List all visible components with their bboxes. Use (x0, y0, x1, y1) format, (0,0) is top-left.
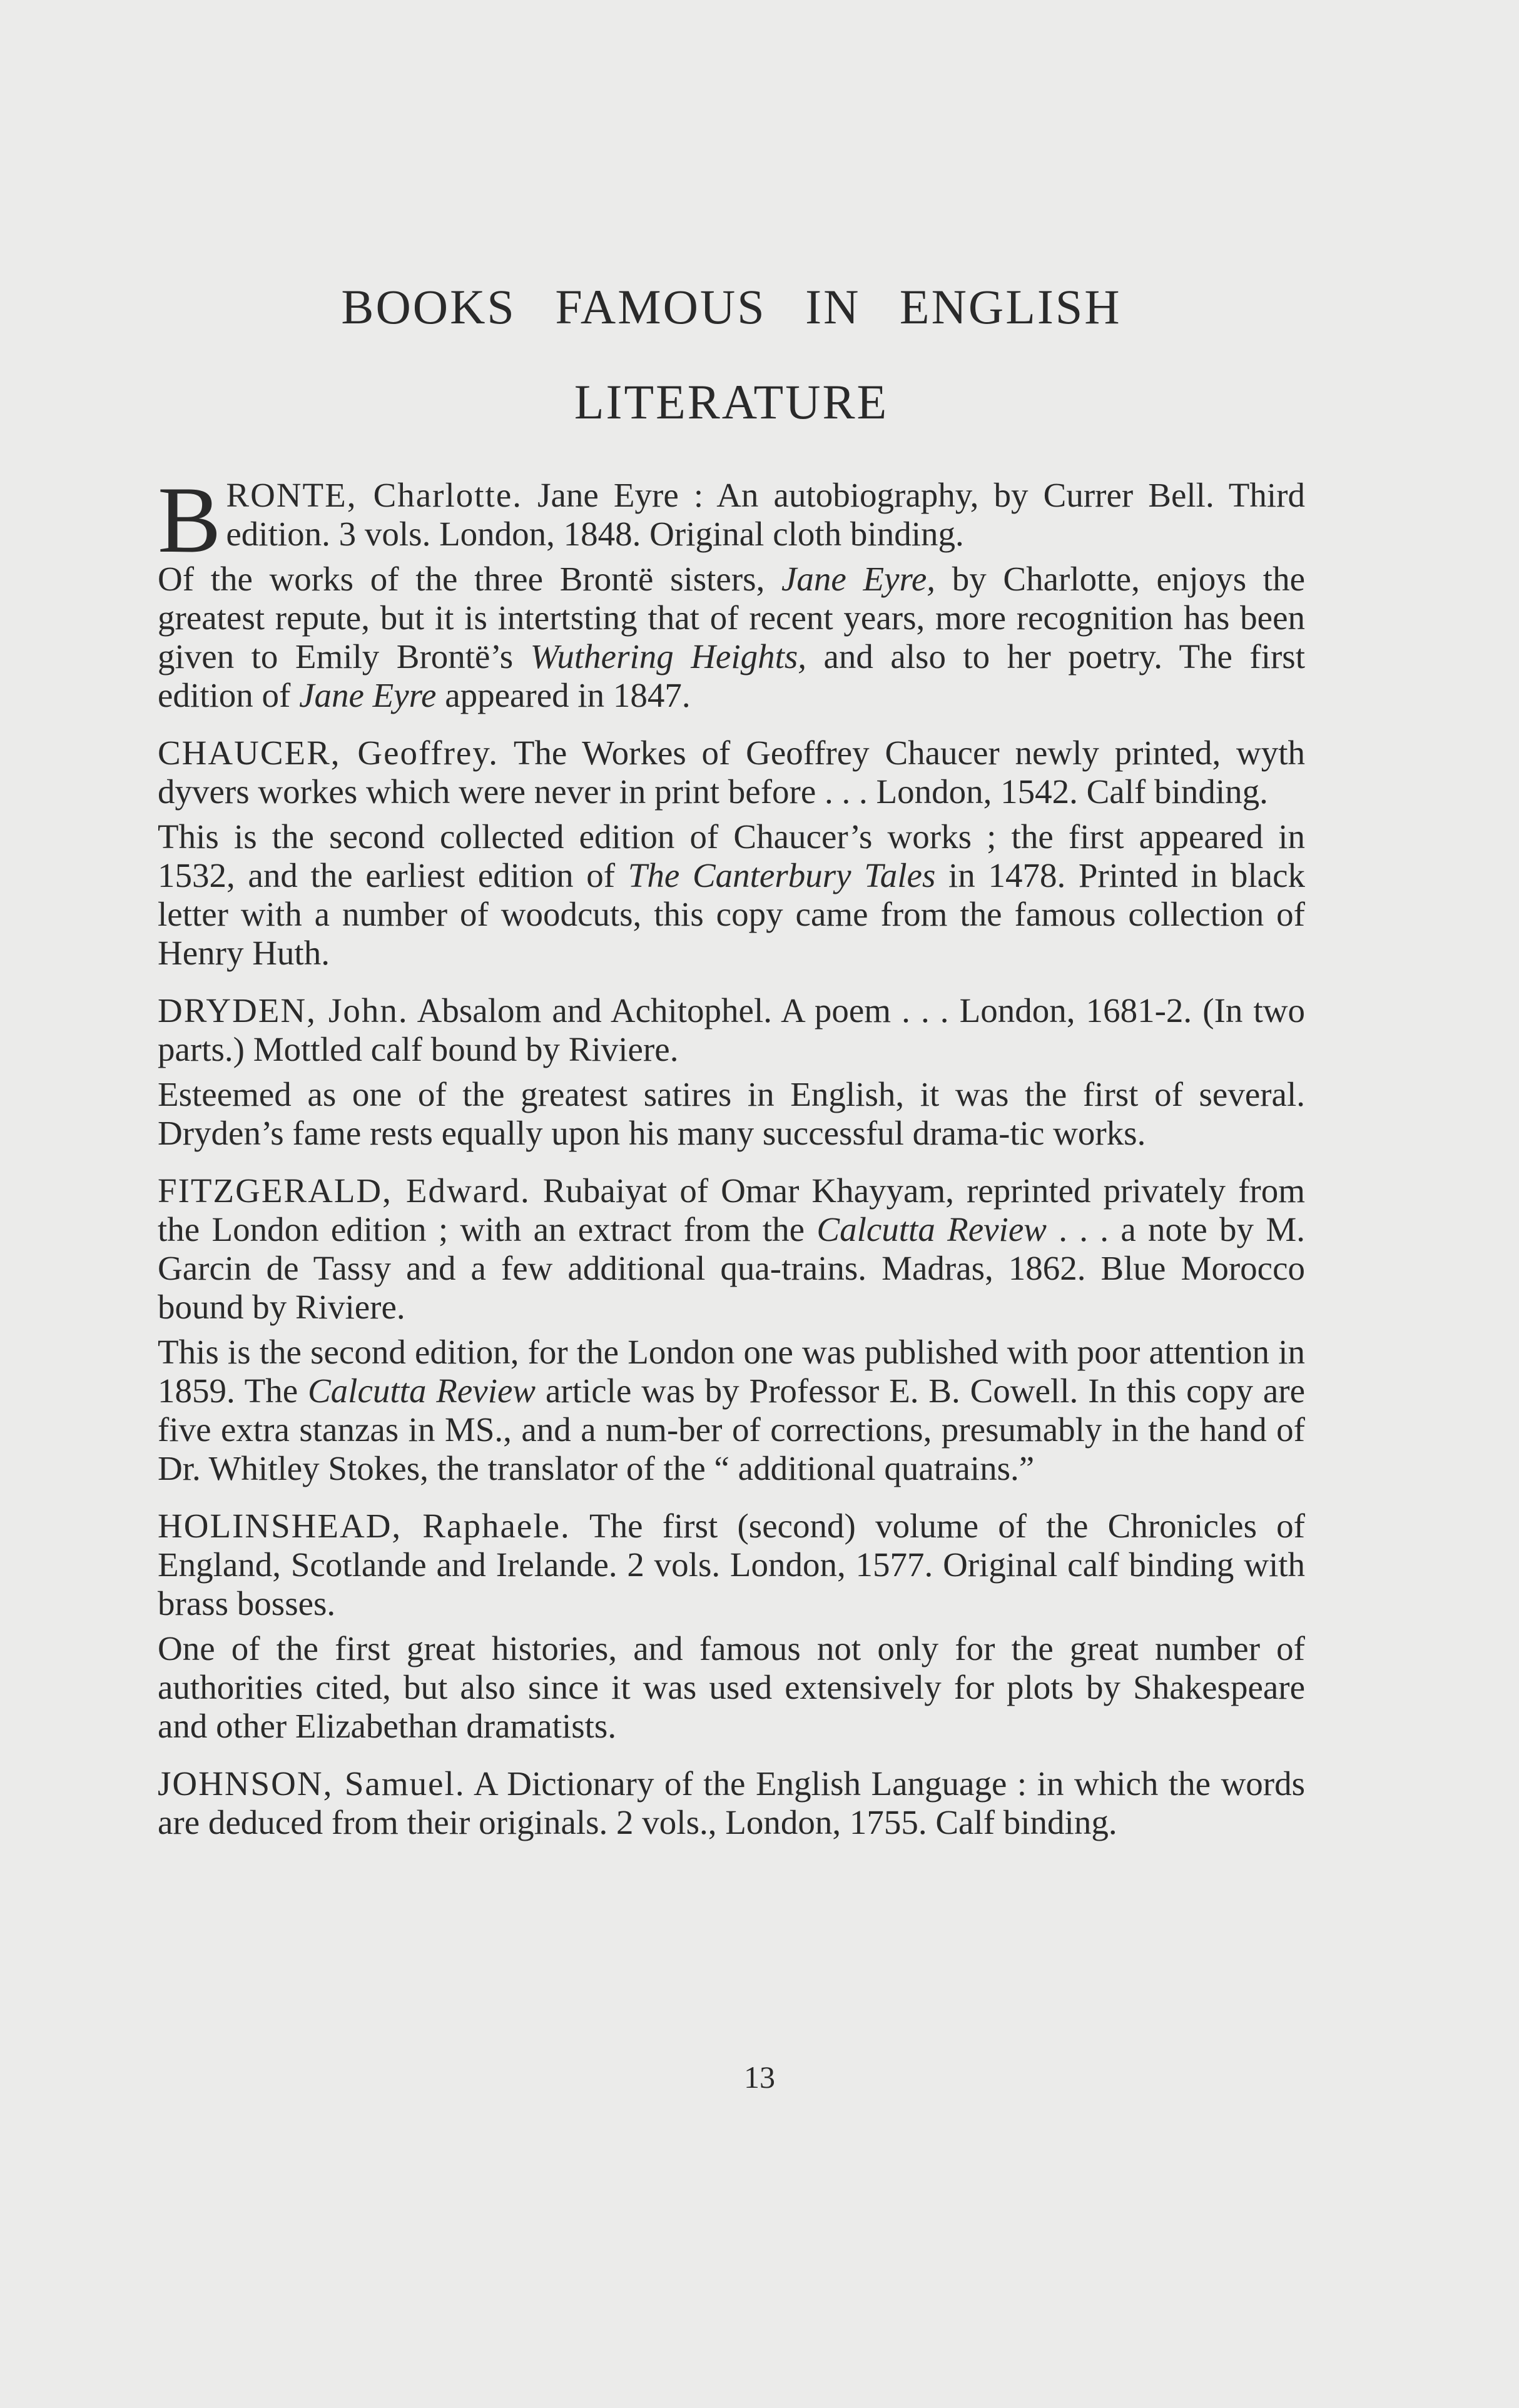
entry-johnson (158, 1764, 1305, 1842)
note-text: appeared in 1847. (436, 676, 691, 714)
book-entries (158, 467, 1306, 1842)
page-title (158, 260, 1305, 450)
title-line-2: LITERATURE (574, 375, 889, 429)
entry-details: . . . a note by M. Garcin de Tassy and a few additional qua-trains. Madras, 1862. Blue Morocco bound by Riviere. (158, 1210, 1305, 1326)
entry-details: A Dictionary of the English Language : in which the words are deduced from their originals. 2 vols., London, 1755. Calf binding. (158, 1764, 1306, 1841)
note-text: by Charlotte, enjoys the greatest repute, but it is intertsting that of recent years, more recognition has been given to Emily Brontë’s (158, 560, 1305, 675)
entry-bronte (158, 467, 1305, 715)
entry-note (158, 1629, 1305, 1746)
entry-heading: DRYDEN, John. (158, 991, 409, 1029)
entry-details-italic: Calcutta Review (816, 1210, 1047, 1248)
entry-note (158, 817, 1305, 973)
page-content (158, 260, 1305, 1861)
entry-heading: RONTE, Charlotte. (226, 476, 522, 514)
entry-citation (158, 991, 1305, 1069)
entry-citation (158, 1764, 1305, 1842)
entry-chaucer (158, 734, 1305, 973)
entry-fitzgerald (158, 1171, 1305, 1488)
title-line-1: BOOKS FAMOUS IN ENGLISH (341, 280, 1122, 334)
entry-citation (158, 734, 1305, 811)
note-text: in 1478. Printed in black letter with a number of woodcuts, this copy came from the famous collection of Henry Huth. (158, 856, 1305, 972)
entry-note (158, 560, 1305, 715)
entry-citation (158, 1507, 1305, 1623)
note-italic: Wuthering Heights, (530, 637, 807, 675)
note-italic: Jane Eyre (299, 676, 437, 714)
entry-details: Absalom and Achitophel. A poem . . . London, 1681-2. (In two parts.) Mottled calf bound by Riviere. (158, 991, 1305, 1068)
entry-citation (158, 467, 1305, 572)
entry-heading: FITZGERALD, Edward. (158, 1171, 531, 1210)
entry-heading: CHAUCER, Geoffrey. (158, 734, 499, 772)
entry-heading: JOHNSON, Samuel. (158, 1764, 465, 1803)
note-italic: Calcutta Review (308, 1372, 536, 1410)
note-text: One of the first great histories, and famous not only for the great number of authorities cited, but also since it was used extensively for plots by Shakespeare and other Elizabethan dramatists. (158, 1629, 1305, 1745)
entry-heading: HOLINSHEAD, Raphaele. (158, 1507, 571, 1545)
note-text: article was by Professor E. B. Cowell. In this copy are five extra stanzas in MS., and a num-ber of corrections, presumably in the hand of Dr. Whitley Stokes, the translator of the “ additional quatrains.” (158, 1372, 1306, 1487)
entry-dryden (158, 991, 1305, 1153)
entry-details: Rubaiyat of Omar Khayyam, reprinted privately from the London edition ; with an extract from the (158, 1171, 1305, 1248)
note-text: Esteemed as one of the greatest satires in English, it was the first of several. Dryden’s fame rests equally upon his many successful drama-tic works. (158, 1075, 1305, 1152)
entry-citation (158, 1171, 1305, 1327)
entry-note (158, 1333, 1305, 1488)
entry-details: The first (second) volume of the Chronicles of England, Scotlande and Irelande. 2 vols. London, 1577. Original calf binding with brass bosses. (158, 1507, 1305, 1622)
note-text: This is the second collected edition of Chaucer’s works ; the first appeared in 1532, and the earliest edition of (158, 817, 1305, 894)
note-italic: The Canterbury Tales (627, 856, 936, 894)
entry-note (158, 1075, 1305, 1153)
note-italic: Jane Eyre, (781, 560, 936, 598)
entry-details: The Workes of Geoffrey Chaucer newly printed, wyth dyvers workes which were never in print before . . . London, 1542. Calf binding. (158, 734, 1306, 811)
note-text: and also to her poetry. The first edition of (158, 637, 1305, 714)
drop-cap: B (158, 467, 221, 572)
entry-holinshead (158, 1507, 1305, 1746)
note-text: This is the second edition, for the London one was published with poor attention in 1859. The (158, 1333, 1305, 1410)
page-number: 13 (744, 2060, 775, 2095)
entry-details: Jane Eyre : An autobiography, by Currer Bell. Third edition. 3 vols. London, 1848. Original cloth binding. (226, 476, 1305, 553)
note-text: Of the works of the three Brontë sisters, (158, 560, 781, 598)
